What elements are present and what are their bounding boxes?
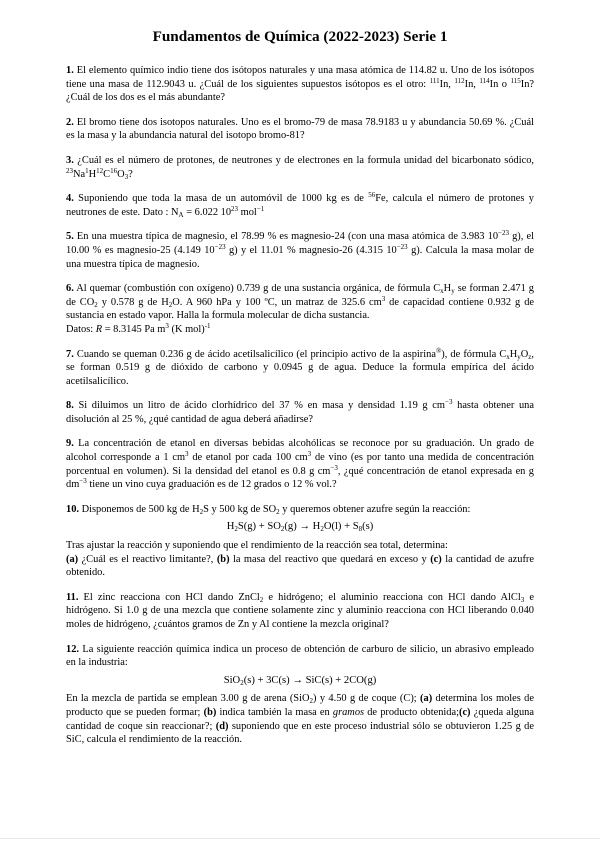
problem-6: 6. Al quemar (combustión con oxígeno) 0.739 g de una sustancia orgánica, de fórmula $C_xH_y$ se forman 2.471 g de $CO_2$ y 0.578 g de $H_2O$. A 960 hPa y 100 ºC, un matraz de 325.6 $cm^3$ de capacidad contiene 0.932 g de sustancia en estado vapor. Halla la formula molecular de dicha sustancia. Datos: R = 8.3145 Pa $m^3$ (K mol)$^{-1}$ (66, 283, 534, 335)
problem-number: 12. (66, 643, 79, 655)
problem-12: 12. La siguiente reacción química indica un proceso de obtención de carburo de silicio, un abrasivo empleado en la industria: SiO$_2$(s) + 3C(s) → SiC(s) + 2CO(g) En la mezcla de partida se emplean 3.00 g de arena (SiO$_2$) y 4.50 g de coque (C); (a) determina los moles de producto que se pueden formar; (b) indica también la masa en gramos de producto obtenida;(c) ¿queda alguna cantidad de coque sin reaccionar?; (d) suponiendo que en este proceso industrial sólo se obtuvieron 1.25 g de SiC, calcula el rendimiento de la reacción. (66, 643, 534, 746)
problem-10: 10. Disponemos de 500 kg de $H_2S$ y 500 kg de $SO_2$ y queremos obtener azufre según la reacción: $H_2S(g) + SO_2(g) \to H_2O(l) + S_8(s)$ Tras ajustar la reacción y suponiendo que el rendimiento de la reacción sea total, determina: (a) ¿Cuál es el reactivo limitante?, (b) la masa del reactivo que quedará en exceso y (c) la cantidad de azufre obtenido. (66, 503, 535, 579)
reaction-equation: $H_2S(g) + SO_2(g) \to H_2O(l) + S_8(s)$ (226, 521, 374, 534)
datos-line: Datos: (66, 323, 96, 335)
page-bottom-divider (0, 838, 600, 839)
problem-number: 10. (66, 503, 79, 515)
problem-number: 1. (66, 65, 74, 76)
problem-number: 11. (66, 591, 79, 603)
problem-3: 3. ¿Cuál es el número de protones, de neutrones y de electrones en la formula unidad del bicarbonato sódico, $^{23}Na^1H^{12}C^{16}O_3$? (66, 154, 534, 181)
problem-7: 7. Cuando se queman 0.236 g de ácido acetilsalicílico (el principio activo de la aspirina®), de fórmula $C_xH_yO_z$, se forman 0.519 g de dióxido de carbono y 0.0945 g de agua. Deduce la formula empírica del ácido acetilsalicílico. (66, 346, 535, 387)
problem-number: 9. (66, 438, 74, 450)
problem-1: 1. El elemento químico indio tiene dos isótopos naturales y una masa atómica de 114.82 u. Uno de los isótopos tiene una masa de 112.9043 u. ¿Cuál de los siguientes supuestos isótopos es el otro: $^{111}$In, $^{112}$In, $^{114}$In o $^{115}$In? ¿Cuál de los dos es el más abundante? (66, 65, 535, 104)
problem-number: 4. (66, 193, 74, 205)
problem-4: 4. Suponiendo que toda la masa de un automóvil de 1000 kg es de $^{56}$Fe, calcula el número de protones y neutrones de este. Dato : $N_A = 6.022$ $10^{23}$ mol$^{-1}$ (66, 191, 534, 219)
problem-number: 2. (66, 116, 74, 128)
reaction-equation: SiO$_2$(s) + 3C(s) → SiC(s) + 2CO(g) (223, 674, 377, 687)
problem-9: 9. La concentración de etanol en diversas bebidas alcohólicas se reconoce por su graduación. Un grado de alcohol corresponde a 1 $cm^3$ de etanol por cada 100 $cm^3$ de vino (es por tanto una medida de concentración porcentual en volumen). Si la densidad del etanol es 0.8 g $cm^{-3}$, ¿qué concentración de etanol expresada en g $dm^{-3}$ tiene un vino cuya graduación es de 12 grados o 12 % vol.? (66, 438, 534, 491)
problem-2: 2. El bromo tiene dos isotopos naturales. Uno es el bromo-79 de masa 78.9183 u y abundancia 50.69 %. ¿Cuál es la masa y la abundancia natural del isotopo bromo-81? (66, 116, 534, 142)
problem-number: 3. (66, 154, 74, 166)
problem-number: 8. (66, 400, 74, 412)
problem-11: 11. El zinc reacciona con HCl dando ZnCl$_2$ e hidrógeno; el aluminio reacciona con HCl dando AlCl$_3$ e hidrógeno. Si 1.0 g de una mezcla que contiene solamente zinc y aluminio reacciona con HCl liberando 0.040 moles de hidrógeno, ¿cuántos gramos de Zn y Al contiene la mezcla original? (66, 591, 534, 630)
page-title: Fundamentos de Química (2022-2023) Serie 1 (152, 28, 448, 45)
problem-8: 8. Si diluimos un litro de ácido clorhídrico del 37 % en masa y densidad 1.19 g $cm^{-3}$ hasta obtener una disolución al 25 %, ¿qué cantidad de agua deberá añadirse? (66, 398, 534, 425)
problem-5: 5. En una muestra típica de magnesio, el 78.99 % es magnesio-24 (con una masa atómica de 3.983 $10^{-23}$ g), el 10.00 % es magnesio-25 (4.149 $10^{-23}$ g) y el 11.01 % magnesio-26 (4.315 $10^{-23}$ g). Calcula la masa molar de una muestra típica de magnesio. (66, 229, 534, 270)
problem-number: 7. (66, 348, 74, 360)
problem-number: 5. (66, 231, 74, 243)
problem-number: 6. (66, 283, 74, 295)
